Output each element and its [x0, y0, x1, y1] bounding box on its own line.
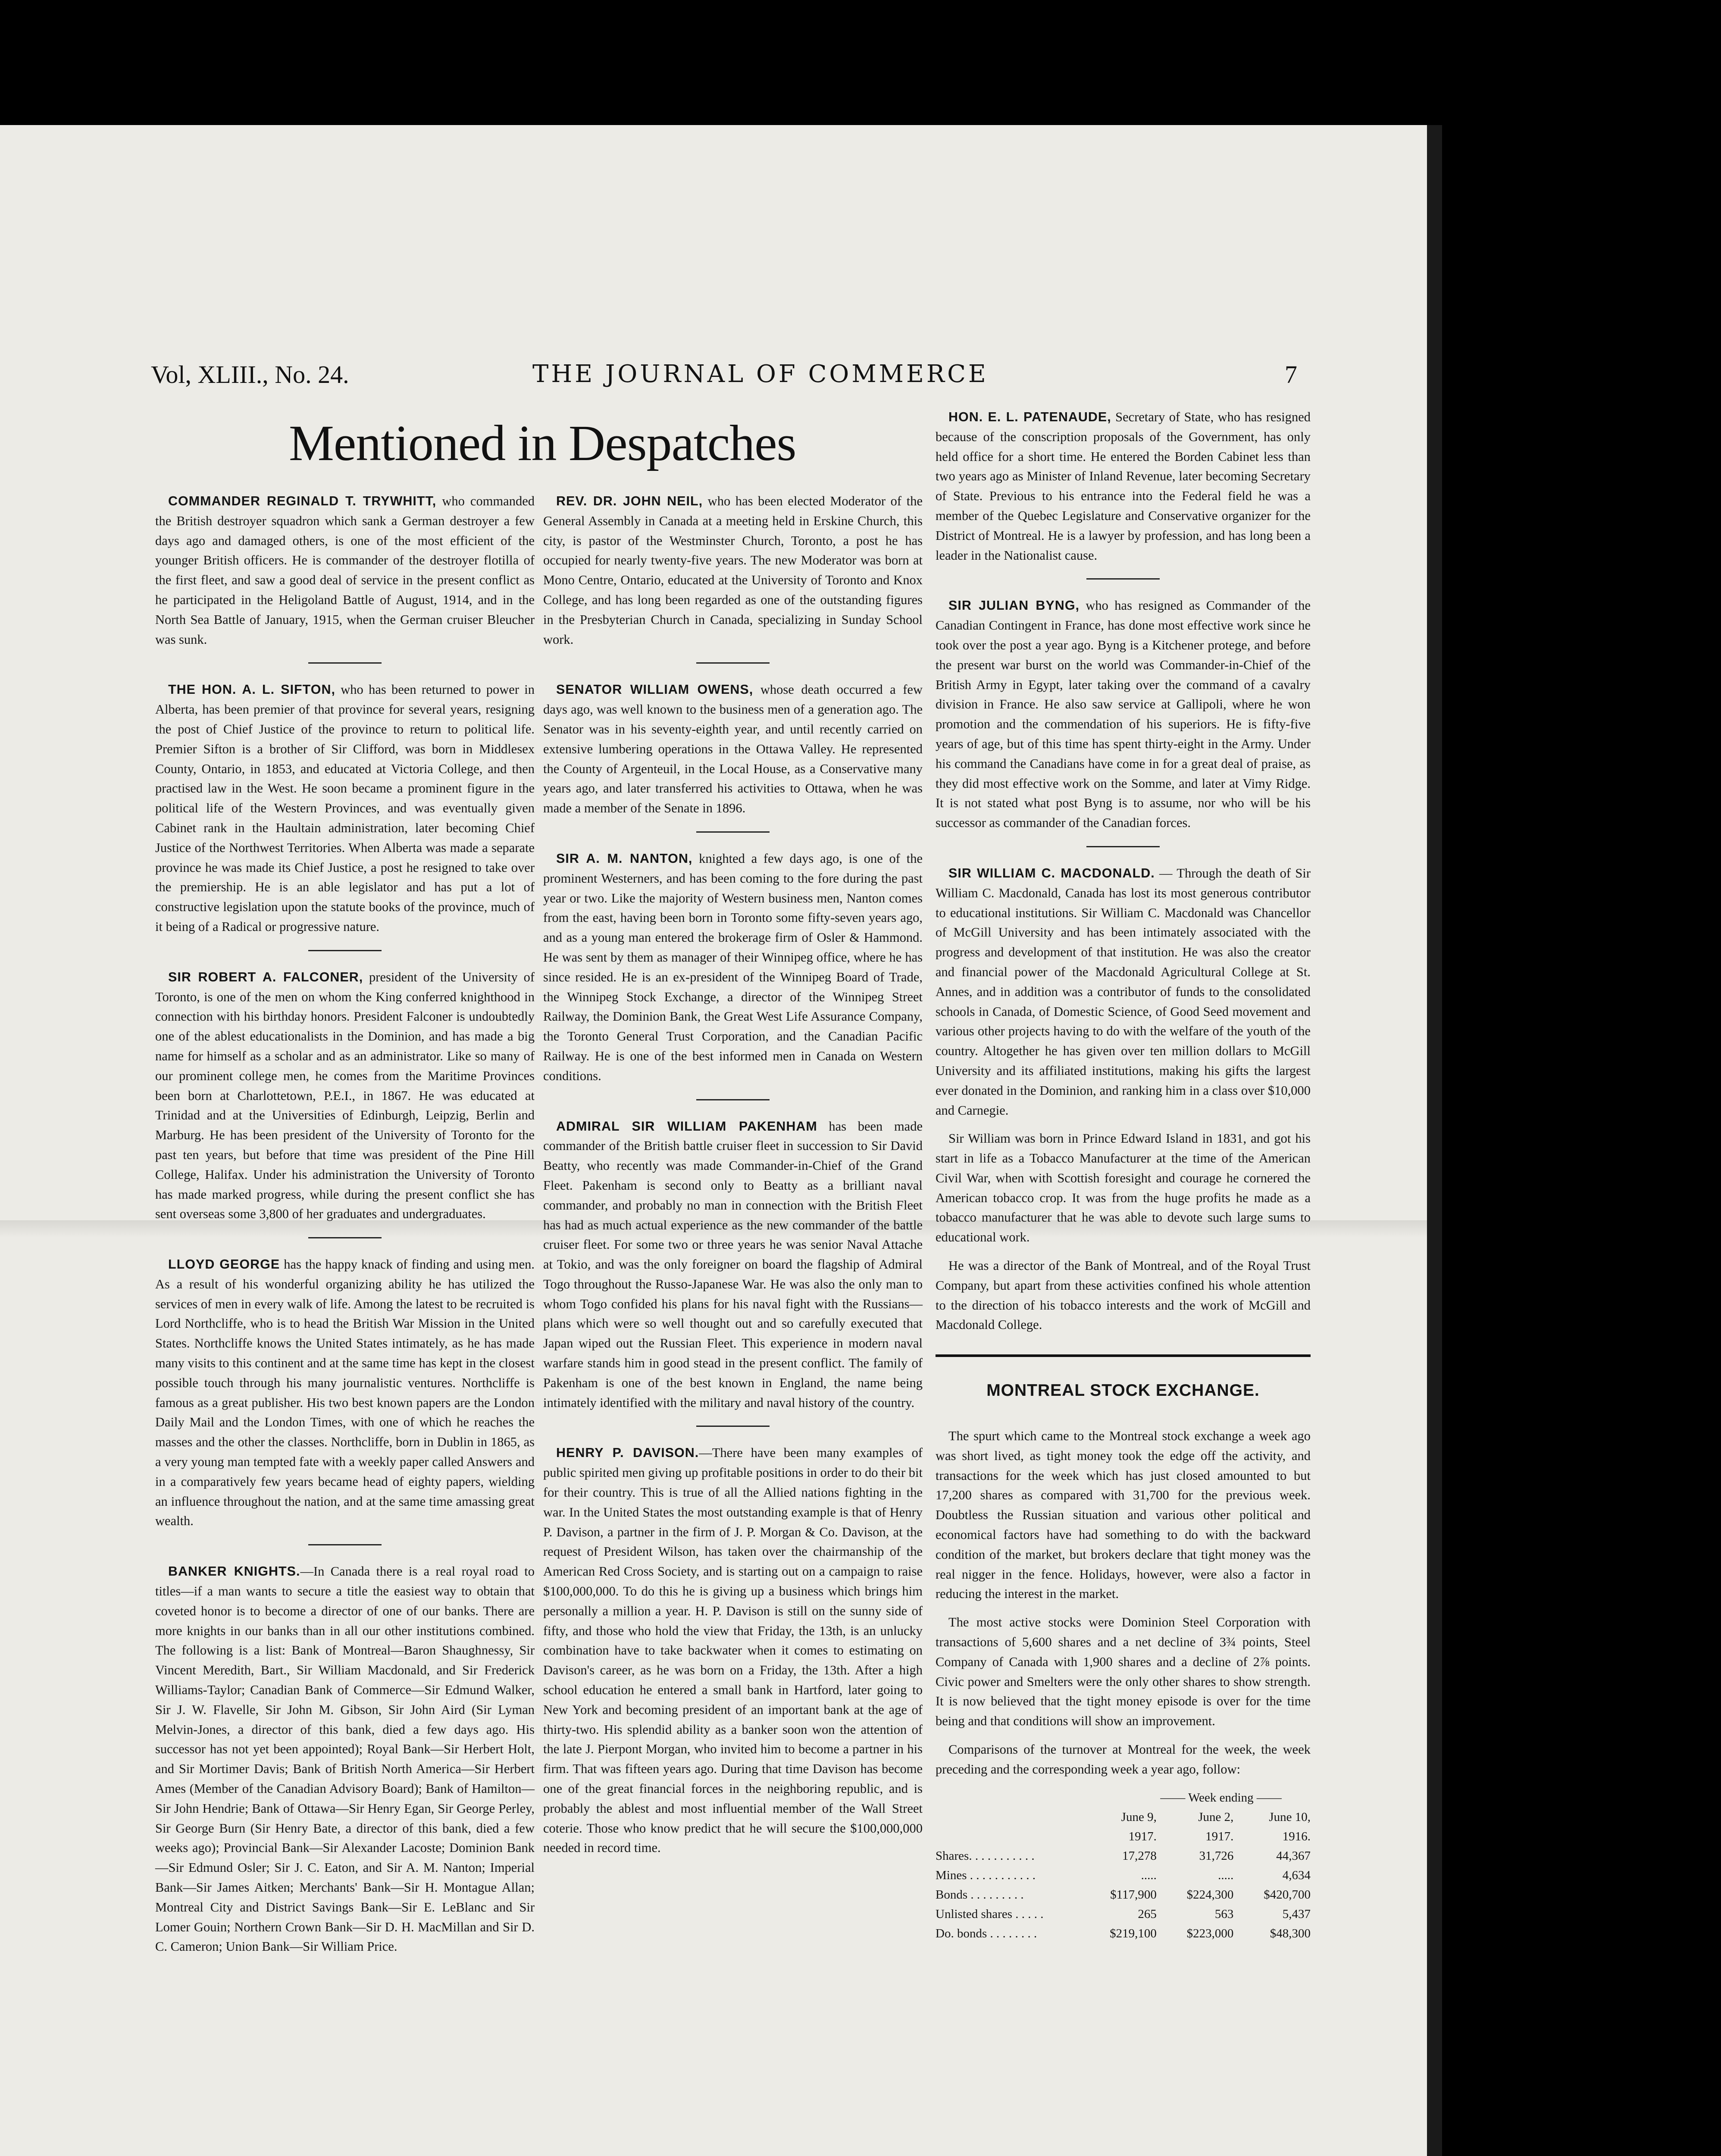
article-paragraph	[936, 407, 1311, 565]
table-cell: 31,726	[1199, 1849, 1234, 1863]
table-cell: $48,300	[1270, 1926, 1311, 1940]
stock-paragraph: The most active stocks were Dominion Steel Corporation with transactions of 5,600 shares and a net decline of 3¾ points, Steel Company of Canada with 1,900 shares and a decline of 2⅞ points. Civic power and Smelters were the only other shares to show strength. It is now believed that the tight money episode is over for the time being and that conditions will show an improvement.	[936, 1615, 1311, 1729]
article-lead: SIR JULIAN BYNG,	[948, 598, 1080, 613]
article-text: who has been elected Moderator of the General Assembly in Canada at a meeting held in Erskine Church, this city, is pastor of the Westminster Church, Toronto, a post he has occupied for nearly twenty-five years. The new Moderator was born at Mono Centre, Ontario, educated at the University of Toronto and Knox College, and has long been regarded as one of the outstanding figures in the Presbyterian Church in Canada, specializing in Sunday School work.	[543, 494, 923, 647]
column-header: 1917.	[1205, 1829, 1234, 1843]
article-paragraph	[936, 1256, 1311, 1335]
article-lead: SENATOR WILLIAM OWENS,	[556, 682, 754, 697]
article-lead: LLOYD GEORGE	[168, 1257, 280, 1272]
article-text: whose death occurred a few days ago, was well known to the business men of a generation ago. The Senator was in his seventy-eighth year, and until recently carried on extensive lumbering operations in the Ottawa Valley. He represented the County of Argenteuil, in the Local House, as a Conservative many years ago, and later transferred his activities to Ottawa, when he was made a member of the Senate in 1896.	[543, 682, 923, 816]
article-paragraph	[936, 864, 1311, 1120]
row-label: Mines . . . . . . . . . . .	[936, 1868, 1036, 1882]
column-header: June 10,	[1269, 1810, 1311, 1824]
table-cell: .....	[1218, 1868, 1234, 1882]
article-separator	[308, 1237, 382, 1238]
stock-paragraph: Comparisons of the turnover at Montreal for the week, the week preceding and the corresponding week a year ago, follow:	[936, 1742, 1311, 1777]
page-edge-shadow	[1427, 125, 1442, 2156]
table-cell: 5,437	[1282, 1907, 1311, 1921]
article-text: has the happy knack of finding and using men. As a result of his wonderful organizing ability he has utilized the services of men in every walk of life. Among the latest to be recruited is Lord Northcliffe, who is to head the British War Mission in the United States. Northcliffe knows the United States intimately, as he has made many visits to this continent and at the same time has kept in the closest possible touch through his many journalistic ventures. Northcliffe is famous as a great publisher. His two best known papers are the London Daily Mail and the London Times, with one of which he reaches the masses and the other the classes. Northcliffe, born in Dublin in 1865, as a very young man tempted fate with a weekly paper called Answers and in a comparatively few years became head of eighty papers, wielding an influence throughout the nation, and at the same time amassing great wealth.	[155, 1257, 535, 1529]
page-number: 7	[1285, 360, 1297, 389]
article-lead: SIR WILLIAM C. MACDONALD.	[948, 865, 1155, 881]
article-text: who commanded the British destroyer squadron which sank a German destroyer a few days ago and damaged others, is one of the most efficient of the younger British officers. He is commander of the destroyer flotilla of the first fleet, and saw a good deal of service in the present conflict as he participated in the Heligoland Battle of August, 1914, and in the North Sea Battle of January, 1915, when the German cruiser Bleucher was sunk.	[155, 494, 535, 647]
table-header-row	[936, 1788, 1311, 1808]
table-header-row	[936, 1827, 1311, 1846]
article-separator	[1086, 578, 1160, 580]
article-paragraph	[936, 1129, 1311, 1247]
article-lead: ADMIRAL SIR WILLIAM PAKENHAM	[556, 1119, 817, 1134]
article-text: — Through the death of Sir William C. Macdonald, Canada has lost its most generous contributor to educational institutions. Sir William C. Macdonald was Chancellor of McGill University and has been intimately associated with the progress and development of that institution. He was also the creator and financial power of the Macdonald Agricultural College at St. Annes, and in addition was a contributor of funds to the consolidated schools in Canada, of Domestic Science, of Good Seed movement and various other projects having to do with the welfare of the youth of the country. Altogether he has given over ten million dollars to McGill University and its affiliated institutions, making his gifts the largest ever donated in the Dominion, and ranking him in a class over $10,000 and Carnegie.	[936, 865, 1311, 1118]
table-row	[936, 1866, 1311, 1885]
article-lead: THE HON. A. L. SIFTON,	[168, 682, 335, 697]
article-text: president of the University of Toronto, is one of the men on whom the King conferred knighthood in connection with his birthday honors. President Falconer is undoubtedly one of the ablest educationalists in the Dominion, and has made a big name for himself as a scholar and as an administrator. Like so many of our prominent college men, he comes from the Maritime Provinces been born at Charlottetown, P.E.I., in 1867. He was educated at Trinidad and at the Universities of Edinburgh, Leipzig, Berlin and Marburg. He has been president of the University of Toronto for the past ten years, but before that time was president of the Pine Hill College, Halifax. Under his administration the University of Toronto has made marked progress, while during the present conflict she has sent overseas some 3,800 of her graduates and undergraduates.	[155, 969, 535, 1222]
article-paragraph	[155, 1255, 535, 1531]
article-lead: BANKER KNIGHTS.	[168, 1564, 300, 1579]
stock-exchange-heading: MONTREAL STOCK EXCHANGE.	[986, 1381, 1260, 1400]
row-label: Shares. . . . . . . . . . .	[936, 1849, 1035, 1863]
article-text: knighted a few days ago, is one of the prominent Westerners, and has been coming to the fore during the past year or two. Like the majority of Western business men, Nanton comes from the east, having been born in Toronto some fifty-seven years ago, and as a young man entered the brokerage firm of Osler & Hammond. He was sent by them as manager of their Winnipeg office, where he has since resided. He is an ex-president of the Winnipeg Board of Trade, the Winnipeg Stock Exchange, a director of the Winnipeg Street Railway, the Dominion Bank, the Great West Life Assurance Company, the Toronto General Trust Corporation, and the Canadian Pacific Railway. He is one of the best informed men in Canada on Western conditions.	[543, 851, 923, 1083]
table-cell: $224,300	[1186, 1887, 1234, 1902]
article-separator	[696, 831, 770, 833]
article-lead: SIR A. M. NANTON,	[556, 851, 693, 866]
article-separator	[308, 1544, 382, 1545]
article-paragraph	[543, 1117, 923, 1413]
table-cell: $223,000	[1186, 1926, 1234, 1940]
article-text: He was a director of the Bank of Montreal, and of the Royal Trust Company, but apart from these activities confined his whole attention to the direction of his tobacco interests and the work of McGill and Macdonald College.	[936, 1258, 1311, 1332]
table-cell: $117,900	[1110, 1887, 1157, 1902]
article-lead: HON. E. L. PATENAUDE,	[948, 410, 1111, 424]
column-header: 1917.	[1128, 1829, 1157, 1843]
article-text: Secretary of State, who has resigned because of the conscription proposals of the Government, has only held office for a short time. He entered the Borden Cabinet less than two years ago as Minister of Inland Revenue, later becoming Secretary of State. Previous to his entrance into the Federal field he was a member of the Quebec Legislature and Conservative organizer for the District of Montreal. He is a lawyer by profession, and has long been a leader in the Nationalist cause.	[936, 410, 1311, 563]
table-header-row	[936, 1808, 1311, 1827]
row-label: Unlisted shares . . . . .	[936, 1907, 1044, 1921]
article-paragraph	[155, 968, 535, 1224]
row-label: Bonds . . . . . . . . .	[936, 1887, 1024, 1902]
article-lead: SIR ROBERT A. FALCONER,	[168, 969, 363, 984]
article-separator	[308, 662, 382, 664]
table-row	[936, 1905, 1311, 1924]
article-paragraph	[936, 596, 1311, 833]
article-text: has been made commander of the British battle cruiser fleet in succession to Sir David Beatty, who recently was made Commander-in-Chief of the Grand Fleet. Pakenham is second only to Beatty as a brilliant naval commander, and probably no man in connection with the British Fleet has had as much actual experience as the new commander of the battle cruiser fleet. For some two or three years he was senior Naval Attache at Tokio, and was the only foreigner on board the flagship of Admiral Togo throughout the Russo-Japanese War. He was also the only man to whom Togo confided his plans for his naval fight with the Russians—plans which were so well thought out and so carefully executed that Japan wiped out the Russian Fleet. This experience in modern naval warfare stands him in good stead in the present conflict. The family of Pakenham is one of the best known in England, the name being intimately identified with the military and naval history of the country.	[543, 1119, 923, 1410]
column-header: 1916.	[1282, 1829, 1311, 1843]
newspaper-page	[0, 125, 1442, 2156]
table-row	[936, 1885, 1311, 1905]
article-separator	[696, 1426, 770, 1427]
article-text: Sir William was born in Prince Edward Island in 1831, and got his start in life as a Tobacco Manufacturer at the time of the American Civil War, when with Scottish foresight and courage he cornered the American tobacco crop. It was from the huge profits he made as a tobacco manufacturer that he was able to devote such large sums to educational work.	[936, 1131, 1311, 1245]
article-text: —In Canada there is a real royal road to titles—if a man wants to secure a title the easiest way to obtain that coveted honor is to become a director of one of our banks. There are more knights in our banks than in all our other institutions combined. The following is a list: Bank of Montreal—Baron Shaughnessy, Sir Vincent Meredith, Bart., Sir William Macdonald, and Sir Frederick Williams-Taylor; Canadian Bank of Commerce—Sir Edmund Walker, Sir J. W. Flavelle, Sir John M. Gibson, Sir John Aird (Sir Lyman Melvin-Jones, a director of this bank, died a few days ago. His successor has not yet been appointed); Royal Bank—Sir Herbert Holt, and Sir Mortimer Davis; Bank of British North America—Sir Herbert Ames (Member of the Canadian Advisory Board); Bank of Hamilton—Sir John Hendrie; Bank of Ottawa—Sir Henry Egan, Sir George Perley, Sir George Burn (Sir Henry Bate, a director of this bank, died a few weeks ago); Provincial Bank—Sir Alexander Lacoste; Dominion Bank—Sir Edmund Osler; Sir J. C. Eaton, and Sir A. M. Nanton; Imperial Bank—Sir James Aitken; Merchants' Bank—Sir H. Montague Allan; Montreal City and District Savings Bank—Sir E. LeBlanc and Sir Lomer Gouin; Northern Crown Bank—Sir D. H. MacMillan and Sir D. C. Cameron; Union Bank—Sir William Price.	[155, 1564, 535, 1954]
section-divider	[936, 1354, 1311, 1357]
table-cell: 44,367	[1276, 1849, 1311, 1863]
row-label: Do. bonds . . . . . . . .	[936, 1926, 1037, 1940]
article-paragraph	[543, 849, 923, 1086]
table-cell: $219,100	[1110, 1926, 1157, 1940]
column-1	[155, 492, 535, 1965]
article-paragraph	[543, 1443, 923, 1858]
table-cell: 17,278	[1122, 1849, 1157, 1863]
table-cell: 563	[1214, 1907, 1234, 1921]
table-cell: 265	[1138, 1907, 1157, 1921]
column-2	[543, 492, 923, 1867]
table-cell: .....	[1141, 1868, 1157, 1882]
column-3	[936, 407, 1311, 1943]
article-text: who has been returned to power in Alberta, has been premier of that province for several years, resigning the post of Chief Justice of the province to return to political life. Premier Sifton is a brother of Sir Clifford, was born in Middlesex County, Ontario, in 1853, and educated at Victoria College, and then practised law in the West. He soon became a prominent figure in the political life of the Western Provinces, and was eventually given Cabinet rank in the Haultain administration, later becoming Chief Justice of the Northwest Territories. When Alberta was made a separate province he was made its Chief Justice, a post he resigned to take over the premiership. He is an able legislator and has put a lot of constructive legislation upon the statute books of the province, much of it being of a Radical or progressive nature.	[155, 682, 535, 934]
table-cell: $420,700	[1264, 1887, 1311, 1902]
column-3-articles	[936, 407, 1311, 1335]
article-text: —There have been many examples of public spirited men giving up profitable positions in order to do their bit for their country. This is true of all the Allied nations fighting in the war. In the United States the most outstanding example is that of Henry P. Davison, a partner in the firm of J. P. Morgan & Co. Davison, at the request of President Wilson, has taken over the chairmanship of the American Red Cross Society, and is starting out on a campaign to raise $100,000,000. To do this he is giving up a business which brings him personally a million a year. H. P. Davison is still on the sunny side of fifty, and those who hold the view that Friday, the 13th, is an unlucky combination have to take backwater when it comes to estimating on Davison's career, as he was born on a Friday, the 13th. After a high school education he entered a small bank in Hartford, later going to New York and becoming president of an important bank at the age of thirty-two. His splendid ability as a banker soon won the attention of the late J. Pierpont Morgan, who invited him to become a partner in his firm. That was fifteen years ago. During that time Davison has become one of the great financial forces in the neighboring republic, and is probably the ablest and most influential member of the Wall Street coterie. Those who know predict that he will secure the $100,000,000 needed in record time.	[543, 1445, 923, 1855]
article-paragraph	[543, 492, 923, 649]
table-row	[936, 1846, 1311, 1866]
stock-paragraph: The spurt which came to the Montreal stock exchange a week ago was short lived, as tight money took the edge off the activity, and transactions for the week which has just closed amounted to but 17,200 shares as compared with 31,700 for the previous week. Doubtless the Russian situation and various other political and economical factors have had something to do with the backward condition of the market, but brokers declare that tight money was the real nigger in the fence. Holidays, however, were also a factor in reducing the interest in the market.	[936, 1429, 1311, 1601]
article-lead: HENRY P. DAVISON.	[556, 1445, 699, 1460]
page-title: Mentioned in Despatches	[289, 415, 796, 471]
turnover-table	[936, 1788, 1311, 1943]
table-row	[936, 1924, 1311, 1943]
article-separator	[308, 950, 382, 951]
article-separator	[696, 1099, 770, 1100]
article-lead: COMMANDER REGINALD T. TRYWHITT,	[168, 494, 437, 508]
article-separator	[1086, 846, 1160, 847]
column-header: June 2,	[1198, 1810, 1234, 1824]
article-separator	[696, 662, 770, 664]
week-ending-label: —— Week ending ——	[1160, 1790, 1282, 1805]
journal-name: THE JOURNAL OF COMMERCE	[532, 360, 989, 388]
stock-exchange-text	[936, 1426, 1311, 1780]
article-paragraph	[155, 1562, 535, 1957]
column-header: June 9,	[1121, 1810, 1157, 1824]
volume-number: Vol, XLIII., No. 24.	[151, 360, 349, 389]
article-lead: REV. DR. JOHN NEIL,	[556, 494, 703, 508]
table-cell: 4,634	[1282, 1868, 1311, 1882]
article-paragraph	[155, 680, 535, 937]
article-text: who has resigned as Commander of the Canadian Contingent in France, has done most effective work since he took over the post a year ago. Byng is a Kitchener protege, and before the present war burst on the world was Commander-in-Chief of the British Army in Egypt, later taking over the command of a cavalry division in France. He also saw service at Gallipoli, where he won promotion and the commendation of his superiors. He is fifty-five years of age, but of this time has spent thirty-eight in the Army. Under his command the Canadians have come in for a great deal of praise, as they did most effective work on the Somme, and later at Vimy Ridge. It is not stated what post Byng is to assume, nor who will be his successor as commander of the Canadian forces.	[936, 598, 1311, 830]
article-paragraph	[155, 492, 535, 649]
article-paragraph	[543, 680, 923, 818]
